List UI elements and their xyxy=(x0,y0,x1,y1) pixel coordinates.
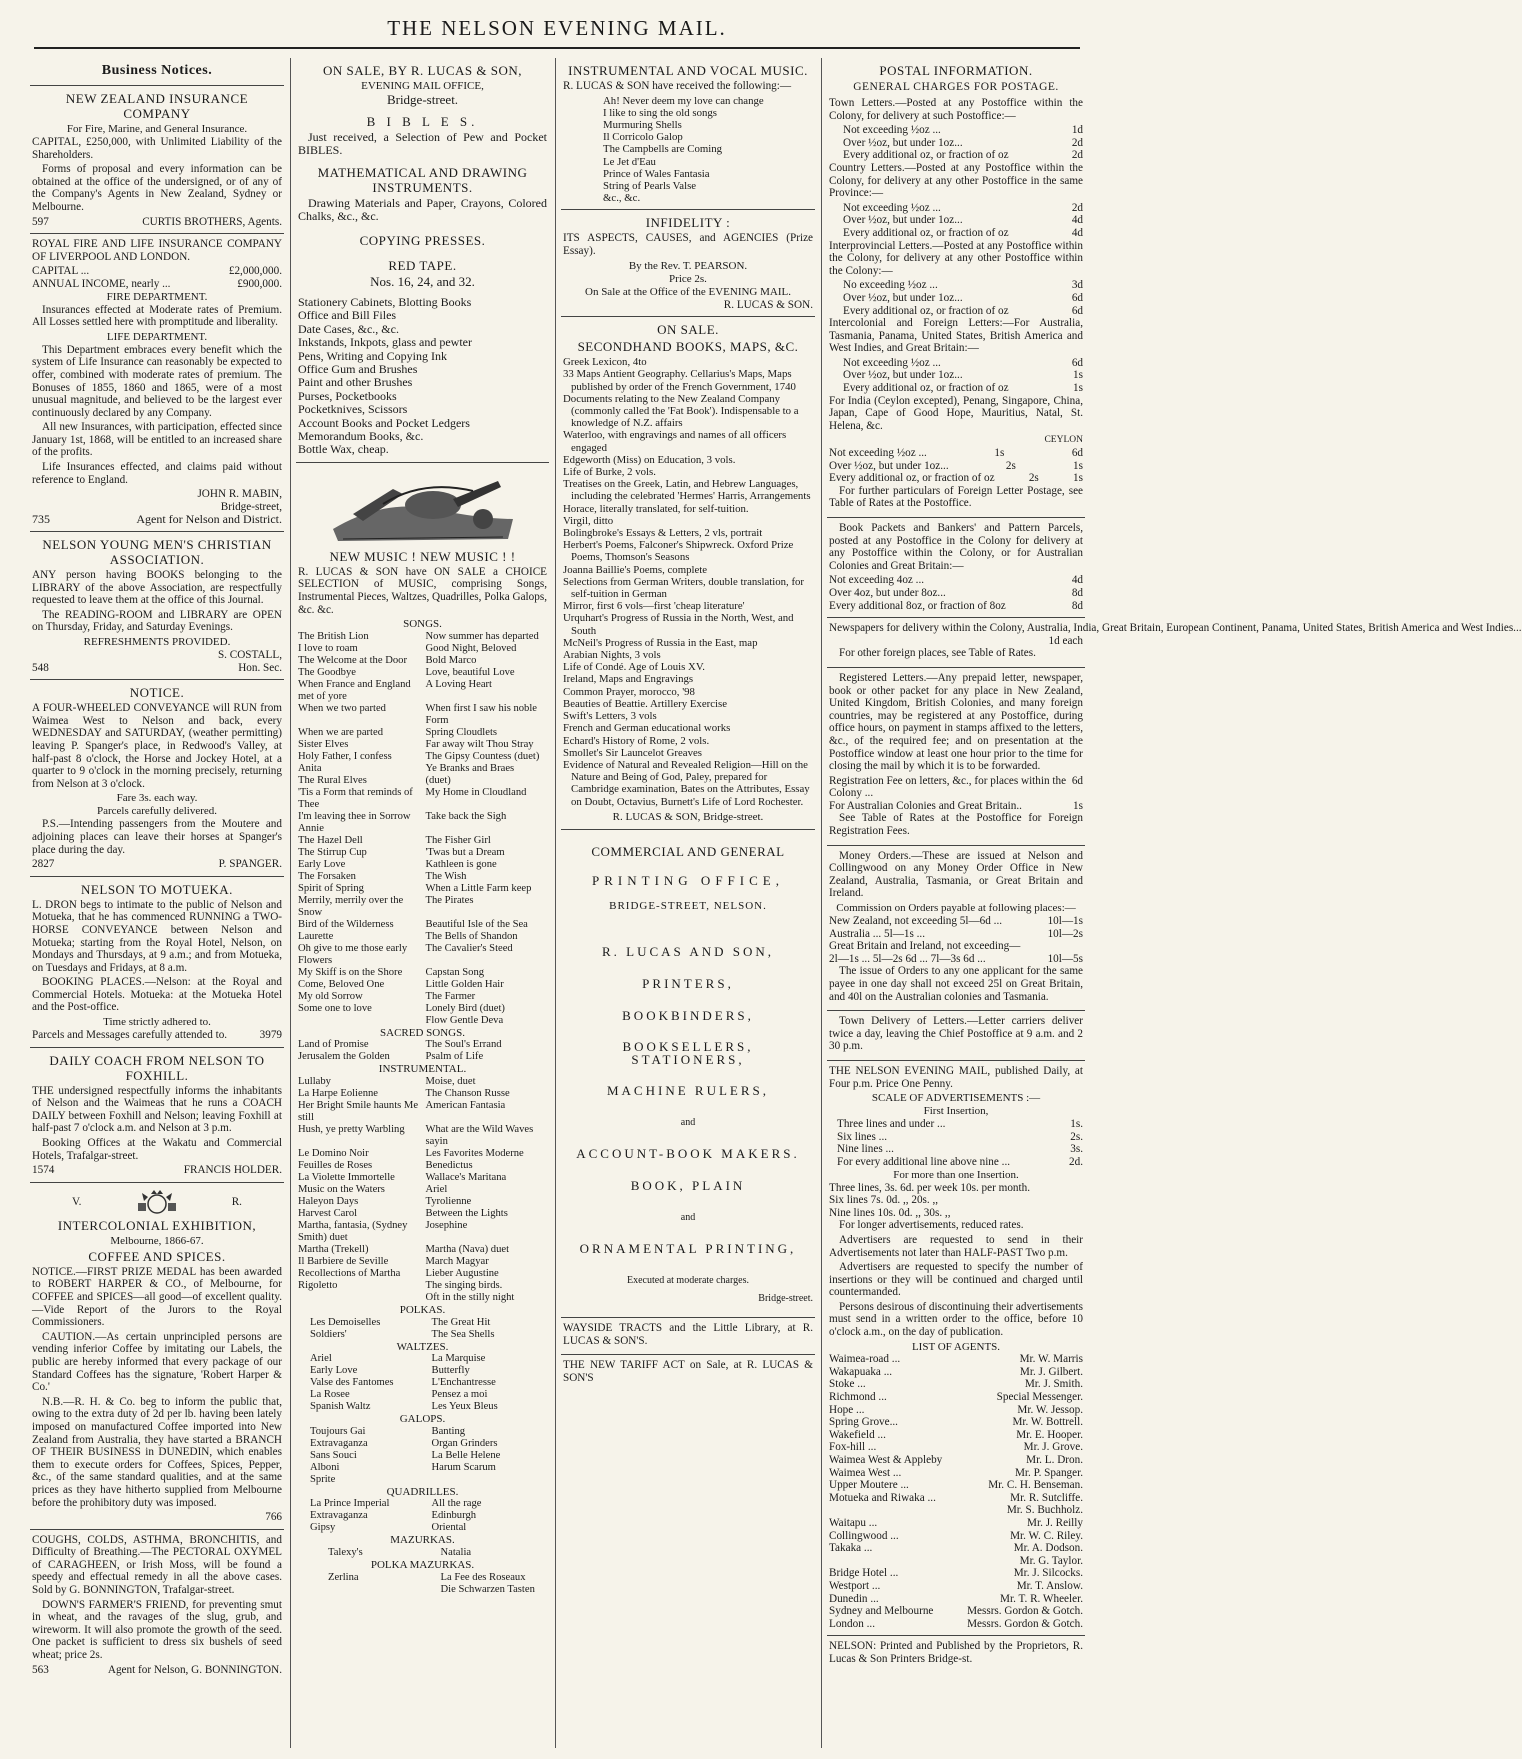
piece-title: Natalia xyxy=(440,1547,472,1558)
printing-office-ad: COMMERCIAL AND GENERAL PRINTING OFFICE, BRIDGE-STREET, NELSON. R. LUCAS AND SON, PRINTERS, BOOKBINDERS, BOOKSELLERS, STATIONERS, MACHINE RULERS, and ACCOUNT-BOOK MAKERS. BOOK, PLAIN and ORNAMENTAL PRINTING, Executed at moderate charges. Bridge-street. xyxy=(561,830,815,1318)
piece-title: L'Enchantresse xyxy=(431,1377,496,1389)
book-item: Virgil, ditto xyxy=(563,514,614,527)
rate-row: 2l—1s ... 5l—2s 6d ... 7l—3s 6d ... 10l—5s xyxy=(829,952,1083,965)
stationery-list: Stationery Cabinets, Blotting Books Office and Bill Files Date Cases, &c., &c. Inkstands, Inkpots, glass and pewter Pens, Writing and Copying Ink Office Gum and Brushes Paint and other Brushes Purses, Pocketbooks Pocketknives, Scissors Account Books and Pocket Ledgers Memorandum Books, &c. Bottle Wax, cheap. xyxy=(298,295,472,457)
song-title xyxy=(298,1015,420,1027)
rate-row: Bridge Hotel ... Mr. J. Silcocks. xyxy=(829,1567,1083,1580)
intercolonial-rates xyxy=(829,357,1083,395)
piece-title: The Chanson Russe xyxy=(425,1088,510,1100)
onsale-lucas-ad: ON SALE, BY R. LUCAS & SON, EVENING MAIL OFFICE, Bridge-street. B I B L E S. Just received, a Selection of Pew and Pocket BIBLES. MATHEMATICAL AND DRAWING INSTRUMENTS. Drawing Materials and Paper, Crayons, Colored Chalks, &c., &c. COPYING PRESSES. RED TAPE. Nos. 16, 24, and 32. Stationery Cabinets, Blotting Books Office and Bill Files Date Cases, &c., &c. Inkstands, Inkpots, glass and pewter Pens, Writing and Copying Ink Office Gum and Brushes Paint and other Brushes Purses, Pocketbooks Pocketknives, Scissors Account Books and Pocket Ledgers Memorandum Books, &c. Bottle Wax, cheap. xyxy=(296,58,549,463)
coach-ad: DAILY COACH FROM NELSON TO FOXHILL. THE undersigned respectfully informs the inhabitants of Nelson and the Waimeas that he runs a COACH DAILY between Foxhill and Nelson; leaving Foxhill at half-past 7 o'clock a.m. and Nelson at 3 p.m. Booking Offices at the Wakatu and Commercial Hotels, Trafalgar-street. 1574 FRANCIS HOLDER. xyxy=(30,1048,284,1183)
piece-title: Organ Grinders xyxy=(431,1437,498,1449)
rate-row: Over ½oz, but under 1oz... 2s 1s xyxy=(829,459,1083,472)
piece-title: Early Love xyxy=(310,1365,358,1377)
song-title: The Bells of Shandon xyxy=(425,930,518,942)
piece-title: Sans Souci xyxy=(310,1449,357,1461)
piece-title: Die Schwarzen Tasten xyxy=(440,1583,535,1595)
song-title: Far away wilt Thou Stray xyxy=(425,738,534,750)
book-item: Documents relating to the New Zealand Company (commonly called the 'Fat Book'). Indispensable to a knowledge of N.Z. affairs xyxy=(563,392,799,430)
ad-heading: POSTAL INFORMATION. xyxy=(879,63,1033,78)
exhibition-ad: V. R. INTERCOLONIAL EXHIBITION, Melbourne, 1866-67. COFFEE AND SPICES. NOTICE.—FIRST PRIZE MEDAL has been awarded to ROBERT HARPER & CO., of Melbourne, for COFFEE and SPICES—all good—of excellent quality.—Vide Report of the Jurors to the Royal Commissioners. CAUTION.—As certain unprincipled persons are vending inferior Coffee by imitating our Labels, the public are hereby informed that every package of our Standard Coffees has the signature, 'Robert Harper & Co.' N.B.—R. H. & Co. beg to inform the public that, owing to the extra duty of 2d per lb. having been lately imposed on manufactured Coffee imported into New Zealand from Australia, they have started a BRANCH OF THEIR BUSINESS in DUNEDIN, which enables them to execute orders for Coffees, Spices, Pepper, &c., of the same standard qualities, and at the same prices as they have hitherto supplied from Melbourne before the prohibitory duty was imposed. 766 xyxy=(30,1183,284,1530)
book-item: French and German educational works xyxy=(563,722,731,735)
piece-title: Benedictus xyxy=(425,1160,473,1172)
motueka-ad: NELSON TO MOTUEKA. L. DRON begs to intimate to the public of Nelson and Motueka, that he has commenced RUNNING a TWO-HORSE CONVEYANCE between Nelson and Motueka; starting from the Royal Hotel, Nelson, on Mondays and Thursdays, at 9 a.m.; and from Motueka, on Tuesdays and Fridays, at 8 a.m. BOOKING PLACES.—Nelson: at the Royal and Commercial Hotels. Motueka: at the Motueka Hotel and the Post-office. Time strictly adhered to. Parcels and Messages carefully attended to. 3979 xyxy=(30,877,284,1048)
song-title: A Loving Heart xyxy=(425,678,492,690)
piece-title: Gipsy xyxy=(310,1522,336,1534)
piece-title: Pensez a moi xyxy=(431,1389,488,1401)
book-item: Urquhart's Progress of Russia in the North, West, and South xyxy=(563,612,794,637)
piece-title: Valse des Fantomes xyxy=(310,1377,394,1389)
rate-row: Over ½oz, but under 1oz... 4d xyxy=(843,214,1083,227)
ad-heading: INTERCOLONIAL EXHIBITION, xyxy=(57,1217,257,1233)
piece-title: The singing birds. xyxy=(425,1280,503,1292)
piece-title: Between the Lights xyxy=(425,1208,508,1220)
piece-title: Les Demoiselles xyxy=(310,1316,381,1328)
piece-title: Wallace's Maritana xyxy=(425,1172,507,1184)
ad-heading: COMMERCIAL AND GENERAL xyxy=(591,843,785,859)
rate-row: Over 4oz, but under 8oz... 8d xyxy=(829,586,1083,599)
rate-row: Every additional oz, or fraction of oz 4d xyxy=(843,226,1083,239)
book-item: Arabian Nights, 3 vols xyxy=(563,649,661,662)
book-item: McNeil's Progress of Russia in the East, map xyxy=(563,636,758,649)
piece-title: Soldiers' xyxy=(310,1328,347,1340)
music-list: Ah! Never deem my love can change I like to sing the old songs Murmuring Shells Il Corricolo Galop The Campbells are Coming Le Jet d'Eau Prince of Wales Fantasia String of Pearls Valse &c., &c. xyxy=(603,94,764,205)
rate-row: New Zealand, not exceeding 5l—6d ... 10l—1s xyxy=(829,915,1083,928)
column-2 xyxy=(296,58,549,1748)
song-title: The Stirrup Cup xyxy=(298,846,367,858)
piece-title: La Rosee xyxy=(310,1389,350,1401)
book-item: Treatises on the Greek, Latin, and Hebrew Languages, including the celebrated 'Hermes' Harris, Arrangements xyxy=(563,478,811,503)
song-title: When we two parted xyxy=(298,702,386,714)
column-4 xyxy=(827,58,1522,1748)
ad-heading: NOTICE. xyxy=(129,685,185,701)
interprovincial-rates xyxy=(829,279,1083,317)
book-item: Life of Burke, 2 vols. xyxy=(563,466,656,479)
waltzes-list xyxy=(298,1353,547,1413)
piece-title: Martha (Trekell) xyxy=(298,1244,369,1256)
rate-row: Every additional oz, or fraction of oz 1s xyxy=(843,382,1083,395)
song-title: My Home in Cloudland xyxy=(425,786,527,798)
book-item: Beauties of Beattie. Artillery Exercise xyxy=(563,697,727,710)
rate-row: Every additional oz, or fraction of oz 2s 1s xyxy=(829,472,1083,485)
piece-title: Harvest Carol xyxy=(298,1208,358,1220)
rate-row: Hope ... Mr. W. Jessop. xyxy=(829,1403,1083,1416)
rate-row: Nine lines ... 3s. xyxy=(837,1143,1083,1156)
piece-title: Lullaby xyxy=(298,1076,331,1088)
rate-row: Fox-hill ... Mr. J. Grove. xyxy=(829,1441,1083,1454)
rate-row: Australia ... 5l—1s ... 10l—2s xyxy=(829,927,1083,940)
book-item: Joanna Baillie's Poems, complete xyxy=(563,563,708,576)
rate-row: Motueka and Riwaka ... Mr. R. Sutcliffe. xyxy=(829,1491,1083,1504)
song-title: The Cavalier's Steed xyxy=(425,942,513,954)
rate-row: Great Britain and Ireland, not exceeding— xyxy=(829,940,1021,953)
rate-row: Westport ... Mr. T. Anslow. xyxy=(829,1579,1083,1592)
piece-title: Martha (Nava) duet xyxy=(425,1244,510,1256)
piece-title: Zerlina xyxy=(328,1571,359,1583)
piece-title: Il Barbiere de Seville xyxy=(298,1256,389,1268)
piece-title: Martha, fantasia, (Sydney Smith) duet xyxy=(298,1220,408,1244)
rate-row: Six lines ... 2s. xyxy=(837,1130,1083,1143)
piece-title: Edinburgh xyxy=(431,1510,477,1522)
wayside-tracts-ad: WAYSIDE TRACTS and the Little Library, at R. LUCAS & SON'S. xyxy=(561,1318,815,1355)
song-title: Ye Branks and Braes xyxy=(425,762,515,774)
book-item: Selections from German Writers, double translation, for self-tuition in German xyxy=(563,575,805,601)
royal-insurance-ad: ROYAL FIRE AND LIFE INSURANCE COMPANY OF LIVERPOOL AND LONDON. CAPITAL ... £2,000,000. ANNUAL INCOME, nearly ... £900,000. FIRE DEPARTMENT. Insurances effected at Moderate rates of Premium. All Losses settled here with promptitude and liberality. LIFE DEPARTMENT. This Department embraces every benefit which the system of Life Insurance can reasonably be expected to offer, combined with moderate rates of premium. The Bonuses of 1855, 1860 and 1865, were of a most unusual magnitude, and believed to be the largest ever continuously declared by any Company. All new Insurances, with participation, effected since January 1st, 1868, will be entitled to an increased share of the profits. Life Insurances effected, and claims paid without reference to England. JOHN R. MABIN, Bridge-street, 735 Agent for Nelson and District. xyxy=(30,234,284,532)
piece-title: The Great Hit xyxy=(431,1316,491,1328)
rate-row: Sydney and Melbourne Messrs. Gordon & Gotch. xyxy=(829,1605,1083,1618)
column-divider xyxy=(821,58,822,1748)
piece-title xyxy=(328,1584,435,1596)
song-title: Land of Promise xyxy=(298,1039,369,1051)
piece-title: Feuilles de Roses xyxy=(298,1160,373,1172)
song-title: Lonely Bird (duet) xyxy=(425,1002,505,1014)
song-title: Beautiful Isle of the Sea xyxy=(425,918,528,930)
book-item: Mirror, first 6 vols—first 'cheap literature' xyxy=(563,600,745,613)
book-item: Herbert's Poems, Falconer's Shipwreck. Oxford Prize Poems, Thomson's Seasons xyxy=(563,539,794,564)
piece-title: Extravaganza xyxy=(310,1510,368,1522)
piece-title: Butterfly xyxy=(431,1365,470,1377)
song-title: When we are parted xyxy=(298,726,383,738)
piece-title: Le Domino Noir xyxy=(298,1148,369,1160)
piece-title: All the rage xyxy=(431,1498,482,1510)
ad-heading: NEW ZEALAND INSURANCE COMPANY xyxy=(65,91,249,121)
piece-title: Extravaganza xyxy=(310,1437,368,1449)
ad-heading: INSTRUMENTAL AND VOCAL MUSIC. xyxy=(568,63,808,78)
song-title: Now summer has departed xyxy=(425,630,539,642)
rate-row: Over ½oz, but under 1oz... 2d xyxy=(843,136,1083,149)
town-delivery: Town Delivery of Letters.—Letter carriers deliver twice a day, leaving the Chief Postoffice at 9 a.m. and 2 30 p.m. xyxy=(827,1011,1085,1061)
song-title: When France and England met of yore xyxy=(298,678,411,702)
registered-letters: Registered Letters.—Any prepaid letter, newspaper, book or other packet for any place in New Zealand, United Kingdom, British Colonies, and many foreign countries, may be registered at any Postoffice, during office hours, on payment in stamps affixed to the letters, &c., of the required fee; and on presentation at the Postoffice window at least one hour prior to the time for closing the mail by which it is to be forwarded. Registration Fee on letters, &c., for places within the Colony ... 6d For Australian Colonies and Great Britain.. 1s See Table of Rates at the Postoffice for Foreign Registration Fees. xyxy=(827,668,1085,846)
rate-row: London ... Messrs. Gordon & Gotch. xyxy=(829,1617,1083,1630)
rate-row: Every additional oz, or fraction of oz 6d xyxy=(843,304,1083,317)
piece-title: Spanish Waltz xyxy=(310,1401,371,1413)
rate-row: Upper Moutere ... Mr. C. H. Benseman. xyxy=(829,1479,1083,1492)
commission-rates xyxy=(829,915,1083,965)
postal-information: POSTAL INFORMATION. GENERAL CHARGES FOR POSTAGE. Town Letters.—Posted at any Postoffice within the Colony, for delivery at such Postoffice:— Not exceeding ½oz ... 1d Over ½oz, but under 1oz... 2d Every additional oz, or fraction of oz 2d Country Letters.—Posted at any Postoffice within the Colony, for delivery at any other Postoffice in the same Province:— Not exceeding ½oz ... 2d Over ½oz, but under 1oz... 4d Every additional oz, or fraction of oz 4d Interprovincial Letters.—Posted at any Postoffice within the Colony, for delivery at any other Postoffice within the Colony:— No exceeding ½oz ... 3d Over ½oz, but under 1oz... 6d Every additional oz, or fraction of oz 6d Intercolonial and Foreign Letters:—For Australia, Tasmania, Panama, United States, British America and West Indies, and Great Britain:— Not exceeding ½oz ... 6d Over ½oz, but under 1oz... 1s Every additional oz, or fraction of oz 1s For India (Ceylon excepted), Penang, Singapore, China, Japan, Cape of Good Hope, Mauritius, Natal, St. Helena, &c. CEYLON Not exceeding ½oz ... 1s 6d Over ½oz, but under 1oz... 2s 1s Every additional oz, or fraction of oz 2s 1s For further particulars of Foreign Letter Postage, see Table of Rates at the Postoffice. xyxy=(827,58,1085,518)
piece-title: Haleyon Days xyxy=(298,1196,359,1208)
piece-title: Les Favorites Moderne xyxy=(425,1148,524,1160)
piece-title: Hush, ye pretty Warbling xyxy=(298,1124,405,1136)
rate-row: Mr. S. Buchholz. xyxy=(1006,1504,1083,1517)
song-title: The British Lion xyxy=(298,630,369,642)
song-title: The Hazel Dell xyxy=(298,834,363,846)
piece-title xyxy=(432,1474,548,1486)
rate-row: Wakefield ... Mr. E. Hooper. xyxy=(829,1428,1083,1441)
ad-heading: NELSON TO MOTUEKA. xyxy=(81,881,233,897)
piece-title: Rigoletto xyxy=(298,1280,338,1292)
piece-title: Tyrolienne xyxy=(425,1196,472,1208)
galops-list xyxy=(298,1426,547,1486)
song-title: The Forsaken xyxy=(298,870,356,882)
column-divider xyxy=(555,58,556,1748)
song-title: Some one to love xyxy=(298,1002,372,1014)
piece-title: La Belle Helene xyxy=(431,1449,501,1461)
mazurkas-list xyxy=(298,1547,547,1559)
song-title: Holy Father, I confess xyxy=(298,750,392,762)
rate-row: Not exceeding ½oz ... 6d xyxy=(843,356,1083,369)
rate-row: For every additional line above nine ... 2d. xyxy=(837,1155,1083,1168)
rate-row: Not exceeding ½oz ... 1s 6d xyxy=(829,447,1083,460)
rate-row: Waimea West ... Mr. P. Spanger. xyxy=(829,1466,1083,1479)
song-title: The Pirates xyxy=(425,894,474,906)
rate-row: Not exceeding ½oz ... 2d xyxy=(843,201,1083,214)
rate-row: Every additional 8oz, or fraction of 8oz 8d xyxy=(829,599,1083,612)
piece-title: Toujours Gai xyxy=(310,1425,366,1437)
ad-heading: INFIDELITY : xyxy=(645,215,731,231)
rate-row: Spring Grove... Mr. W. Bottrell. xyxy=(829,1416,1083,1429)
column-3 xyxy=(561,58,815,1748)
rate-row: Over ½oz, but under 1oz... 6d xyxy=(843,291,1083,304)
piece-title: The Sea Shells xyxy=(431,1328,495,1340)
ad-heading: NELSON YOUNG MEN'S CHRISTIAN ASSOCIATION. xyxy=(42,537,272,568)
polka-mazurkas-list xyxy=(298,1572,547,1596)
newspapers: Newspapers for delivery within the Colony, Australia, India, Great Britain, European Continent, Panama, United States, British America and West Indies... 1d each For other foreign places, see Table of Rates. xyxy=(827,618,1085,668)
piece-title: Harum Scarum xyxy=(431,1461,496,1473)
column-1 xyxy=(30,58,284,1748)
agents-list xyxy=(829,1353,1083,1630)
song-title: The Goodbye xyxy=(298,666,356,678)
piece-title: Talexy's xyxy=(328,1547,363,1558)
rate-row: Waimea-road ... Mr. W. Marris xyxy=(829,1353,1083,1366)
music-ad: NEW MUSIC ! NEW MUSIC ! ! R. LUCAS & SON have ON SALE a CHOICE SELECTION of MUSIC, comprising Songs, Instrumental Pieces, Waltzes, Quadrilles, Polka Galops, &c. &c. SONGS. The British Lion Now summer has departed I love to roam Good Night, Beloved The Welcome at the Door Bold Marco The Goodbye Love, beautiful Love When France and England met of yore A Loving Heart When we two parted When first I saw his noble Form When we are parted Spring Cloudlets Sister Elves Far away wilt Thou Stray Holy Father, I confess The Gipsy Countess (duet) Anita Ye Branks and Braes The Rural Elves (duet) 'Tis a Form that reminds of Thee My Home in Cloudland I'm leaving thee in Sorrow Annie Take back the Sigh The Hazel Dell The Fisher Girl The Stirrup Cup 'Twas but a Dream Early Love Kathleen is gone The Forsaken The Wish Spirit of Spring When a Little Farm keep Merrily, merrily over the Snow The Pirates Bird of the Wilderness Beautiful Isle of the Sea Laurette The Bells of Shandon Oh give to me those early Flowers The Cavalier's Steed My Skiff is on the Shore Capstan Song Come, Beloved One Little Golden Hair My old Sorrow The Farmer Some one to love Lonely Bird (duet) Flow Gentle Deva SACRED SONGS. Land of Promise The Soul's Errand Jerusalem the Golden Psalm of Life INSTRUMENTAL. Lullaby Moise, duet La Harpe Eolienne The Chanson Russe Her Bright Smile haunts Me still American Fantasia Hush, ye pretty Warbling What are the Wild Waves sayin Le Domino Noir Les Favorites Moderne Feuilles de Roses Benedictus La Violette Immortelle Wallace's Maritana Music on the Waters Ariel Haleyon Days Tyrolienne Harvest Carol Between the Lights Martha, fantasia, (Sydney Smith) duet Josephine Martha (Trekell) Martha (Nava) duet Il Barbiere de Seville March Magyar Recollections of Martha Lieber Augustine Rigoletto The singing birds. Oft in the stilly night POLKAS. Les Demoiselles The Great Hit Soldiers' The Sea Shells WALTZES. Ariel La Marquise Early Love Butterfly Valse des Fantomes L'Enchantresse La Rosee Pensez a moi Spanish Waltz Les Yeux Bleus GALOPS. Toujours Gai Banting Extravaganza Organ Grinders Sans Souci La Belle Helene Alboni Harum Scarum Sprite QUADRILLES. La Prince Imperial All the rage Extravaganza Edinburgh Gipsy Oriental MAZURKAS. Talexy's Natalia POLKA MAZURKAS. Zerlina La Fee des Roseaux Die Schwarzen Tasten xyxy=(296,463,549,1601)
piece-title: Ariel xyxy=(425,1184,448,1196)
piece-title xyxy=(298,1292,420,1304)
imprint: NELSON: Printed and Published by the Proprietors, R. Lucas & Son Printers Bridge-st. xyxy=(829,1640,1083,1665)
piece-title: Lieber Augustine xyxy=(425,1268,499,1280)
song-title: When a Little Farm keep xyxy=(425,882,532,894)
book-item: Ireland, Maps and Engravings xyxy=(563,673,694,686)
book-item: Common Prayer, morocco, '98 xyxy=(563,685,695,698)
town-rates xyxy=(829,124,1083,162)
piece-title: Music on the Waters xyxy=(298,1184,385,1196)
song-title: The Welcome at the Door xyxy=(298,654,407,666)
column-divider xyxy=(290,58,291,1748)
instrumental-vocal-ad: INSTRUMENTAL AND VOCAL MUSIC. R. LUCAS & SON have received the following:— Ah! Never deem my love can change I like to sing the old songs Murmuring Shells Il Corricolo Galop The Campbells are Coming Le Jet d'Eau Prince of Wales Fantasia String of Pearls Valse &c., &c. xyxy=(561,58,815,210)
rate-row: Mr. G. Taylor. xyxy=(1019,1554,1083,1567)
song-title: Take back the Sigh xyxy=(425,810,507,822)
rate-row: Richmond ... Special Messenger. xyxy=(829,1391,1083,1404)
song-title: Anita xyxy=(298,762,322,774)
rate-row: Not exceeding 4oz ... 4d xyxy=(829,574,1083,587)
song-title: Early Love xyxy=(298,858,346,870)
rate-row: Stoke ... Mr. J. Smith. xyxy=(829,1378,1083,1391)
rate-row: Waimea West & Appleby Mr. L. Dron. xyxy=(829,1454,1083,1466)
piece-title: Alboni xyxy=(310,1461,340,1473)
song-title: Bird of the Wilderness xyxy=(298,918,394,930)
song-title: My old Sorrow xyxy=(298,990,363,1002)
ad-heading: DAILY COACH FROM NELSON TO FOXHILL. xyxy=(49,1052,265,1083)
song-title: I'm leaving thee in Sorrow Annie xyxy=(298,810,411,834)
book-item: Waterloo, with engravings and names of all officers engaged xyxy=(563,429,787,454)
song-title: 'Tis a Form that reminds of Thee xyxy=(298,786,413,810)
book-item: 33 Maps Antient Geography. Cellarius's Maps, Maps published by order of the French Government, 1740 xyxy=(563,368,796,393)
song-title: Love, beautiful Love xyxy=(425,666,515,678)
india-rates xyxy=(829,447,1083,485)
rate-row: Every additional oz, or fraction of oz 2d xyxy=(843,149,1083,162)
rate-row: Not exceeding ½oz ... 1d xyxy=(843,124,1083,137)
masthead-rule xyxy=(34,47,1080,49)
piece-title: Sprite xyxy=(310,1473,336,1485)
infidelity-ad: INFIDELITY : ITS ASPECTS, CAUSES, and AGENCIES (Prize Essay). By the Rev. T. PEARSON. Price 2s. On Sale at the Office of the EVENING MAIL. R. LUCAS & SON. xyxy=(561,210,815,317)
rate-row: Takaka ... Mr. A. Dodson. xyxy=(829,1542,1083,1555)
song-title: The Wish xyxy=(425,870,467,882)
song-title: Bold Marco xyxy=(425,654,477,666)
polkas-list xyxy=(298,1317,547,1341)
song-title: My Skiff is on the Shore xyxy=(298,966,403,978)
book-item: Greek Lexicon, 4to xyxy=(563,356,647,369)
printing-services: R. LUCAS AND SON, PRINTERS, BOOKBINDERS, BOOKSELLERS, STATIONERS, MACHINE RULERS, and ACCOUNT-BOOK MAKERS. BOOK, PLAIN and ORNAMENTAL PRINTING, Executed at moderate charges. Bridge-street. xyxy=(576,944,813,1305)
music-instruments-icon xyxy=(323,469,523,547)
book-item: Bolingbroke's Essays & Letters, 2 vls, portrait xyxy=(563,527,763,540)
book-item: Edgeworth (Miss) on Education, 3 vols. xyxy=(563,453,736,466)
quadrilles-list xyxy=(298,1498,547,1534)
book-item: Evidence of Natural and Revealed Religion—Hill on the Nature and Being of God, Paley, prepared for Cambridge examination, Bates on the Attributes, Essay on Doubt, Octavius, Burnett's Life of Lord Rochester. xyxy=(563,758,810,808)
song-title: Sister Elves xyxy=(298,738,349,750)
piece-title: Moise, duet xyxy=(425,1076,476,1088)
song-title: Good Night, Beloved xyxy=(425,642,517,654)
song-title: Little Golden Hair xyxy=(425,978,504,990)
song-title: Come, Beloved One xyxy=(298,978,385,990)
piece-title: Josephine xyxy=(425,1220,468,1232)
section-title: Business Notices. xyxy=(101,63,213,78)
song-title: Jerusalem the Golden xyxy=(298,1051,390,1063)
first-insertion-rates xyxy=(829,1118,1083,1168)
royal-crest-icon xyxy=(134,1189,180,1215)
song-title: Spring Cloudlets xyxy=(425,726,498,738)
rate-row: No exceeding ½oz ... 3d xyxy=(843,279,1083,292)
piece-title: March Magyar xyxy=(425,1256,489,1268)
song-title: Merrily, merrily over the Snow xyxy=(298,894,404,918)
song-title: Psalm of Life xyxy=(425,1051,484,1063)
book-packets: Book Packets and Bankers' and Pattern Parcels, posted at any Postoffice in the Colony for delivery at any Postoffice within the Colony, or for Australian Colonies and Great Britain:— Not exceeding 4oz ... 4d Over 4oz, but under 8oz... 8d Every additional 8oz, or fraction of 8oz 8d xyxy=(827,518,1085,618)
songs-list xyxy=(298,631,547,1027)
piece-title: Oft in the stilly night xyxy=(425,1292,515,1304)
secondhand-books-ad: ON SALE. SECONDHAND BOOKS, MAPS, &C. Greek Lexicon, 4to 33 Maps Antient Geography. Cellarius's Maps, Maps published by order of the French Government, 1740 Documents relating to the New Zealand Company (commonly called the 'Fat Book'). Indispensable to a knowledge of N.Z. affairs Waterloo, with engravings and names of all officers engaged Edgeworth (Miss) on Education, 3 vols. Life of Burke, 2 vols. Treatises on the Greek, Latin, and Hebrew Languages, including the celebrated 'Hermes' Harris, Arrangements Horace, literally translated, for self-tuition. Virgil, ditto Bolingbroke's Essays & Letters, 2 vls, portrait Herbert's Poems, Falconer's Shipwreck. Oxford Prize Poems, Thomson's Seasons Joanna Baillie's Poems, complete Selections from German Writers, double translation, for self-tuition in German Mirror, first 6 vols—first 'cheap literature' Urquhart's Progress of Russia in the North, West, and South McNeil's Progress of Russia in the East, map Arabian Nights, 3 vols Life of Condé. Age of Louis XV. Ireland, Maps and Engravings Common Prayer, morocco, '98 Beauties of Beattie. Artillery Exercise Swift's Letters, 3 vols French and German educational works Echard's History of Rome, 2 vols. Smollet's Sir Launcelot Greaves Evidence of Natural and Revealed Religion—Hill on the Nature and Being of God, Paley, prepared for Cambridge examination, Bates on the Attributes, Essay on Doubt, Octavius, Burnett's Life of Lord Rochester. R. LUCAS & SON, Bridge-street. xyxy=(561,317,815,830)
piece-title: La Fee des Roseaux xyxy=(440,1571,526,1583)
book-item: Swift's Letters, 3 vols xyxy=(563,710,657,723)
instrumental-list xyxy=(298,1076,547,1304)
piece-title: Ariel xyxy=(310,1353,332,1365)
newspaper-title: THE NELSON EVENING MAIL. xyxy=(387,16,727,40)
rate-row: Dunedin ... Mr. T. R. Wheeler. xyxy=(829,1592,1083,1605)
song-title: (duet) xyxy=(425,774,451,786)
song-title: When first I saw his noble Form xyxy=(425,702,538,726)
ad-heading: ON SALE, BY R. LUCAS & SON, xyxy=(322,63,522,78)
ad-heading: ON SALE. xyxy=(657,322,719,338)
song-title: Flow Gentle Deva xyxy=(425,1014,504,1026)
piece-title: Her Bright Smile haunts Me still xyxy=(298,1100,419,1124)
book-rates xyxy=(829,574,1083,612)
piece-title: Oriental xyxy=(431,1522,467,1534)
song-title: The Soul's Errand xyxy=(425,1039,502,1051)
song-title: I love to roam xyxy=(298,642,358,654)
song-title: 'Twas but a Dream xyxy=(425,846,505,858)
tariff-ad: THE NEW TARIFF ACT on Sale, at R. LUCAS & SON'S xyxy=(563,1359,813,1384)
book-item: Echard's History of Rome, 2 vols. xyxy=(563,734,710,747)
piece-title: La Marquise xyxy=(431,1353,486,1365)
piece-title: Recollections of Martha xyxy=(298,1268,401,1280)
rate-row: Wakapuaka ... Mr. J. Gilbert. xyxy=(829,1365,1083,1378)
country-rates xyxy=(829,202,1083,240)
rate-row: Over ½oz, but under 1oz... 1s xyxy=(843,369,1083,382)
books-list xyxy=(563,356,813,808)
piece-title: La Prince Imperial xyxy=(310,1498,390,1510)
piece-title: Banting xyxy=(431,1425,466,1437)
ad-heading: ROYAL FIRE AND LIFE INSURANCE COMPANY OF LIVERPOOL AND LONDON. xyxy=(32,238,282,263)
money-orders: Money Orders.—These are issued at Nelson and Collingwood on any Money Order Office in New Zealand, Australia, Tasmania, or Great Britain and Ireland. Commission on Orders payable at following places:— New Zealand, not exceeding 5l—6d ... 10l—1s Australia ... 5l—1s ... 10l—2s Great Britain and Ireland, not exceeding— 2l—1s ... 5l—2s 6d ... 7l—3s 6d ... 10l—5s The issue of Orders to any one applicant for the same payee in one day shall not exceed 25l on Great Britain, and 40l on the Australian colonies and Tasmania. xyxy=(827,846,1085,1012)
ymca-ad: NELSON YOUNG MEN'S CHRISTIAN ASSOCIATION. ANY person having BOOKS belonging to the LIBRARY of the above Association, are respectfully requested to leave them at the office of this Journal. The READING-ROOM and LIBRARY are OPEN on Thursday, Friday, and Saturday Evenings. REFRESHMENTS PROVIDED. S. COSTALL, 548 Hon. Sec. xyxy=(30,532,284,680)
book-item: Life of Condé. Age of Louis XV. xyxy=(563,661,705,674)
mail-advertising-rates: THE NELSON EVENING MAIL, published Daily, at Four p.m. Price One Penny. SCALE OF ADVERTISEMENTS :— First Insertion, Three lines and under ... 1s. Six lines ... 2s. Nine lines ... 3s. For every additional line above nine ... 2d. For more than one Insertion. Three lines, 3s. 6d. per week 10s. per month. Six lines 7s. 0d. ,, 20s. ,, Nine lines 10s. 0d. ,, 30s. ,, For longer advertisements, reduced rates. Advertisers are requested to send in their Advertisements not later than HALF-PAST Two p.m. Advertisers are requested to specify the number of insertions or they will be continued and charged until countermanded. Persons desirous of discontinuing their advertisements must send in a written order to the office, before 10 o'clock a.m., on the day of publication. LIST OF AGENTS. Waimea-road ... Mr. W. Marris Wakapuaka ... Mr. J. Gilbert. Stoke ... Mr. J. Smith. Richmond ... Special Messenger. Hope ... Mr. W. Jessop. Spring Grove... Mr. W. Bottrell. Wakefield ... Mr. E. Hooper. Fox-hill ... Mr. J. Grove. Waimea West & Appleby Mr. L. Dron. Waimea West ... Mr. P. Spanger. Upper Moutere ... Mr. C. H. Benseman. Motueka and Riwaka ... Mr. R. Sutcliffe. Mr. S. Buchholz. Waitapu ... Mr. J. Reilly Collingwood ... Mr. W. C. Riley. Takaka ... Mr. A. Dodson. Mr. G. Taylor. Bridge Hotel ... Mr. J. Silcocks. Westport ... Mr. T. Anslow. Dunedin ... Mr. T. R. Wheeler. Sydney and Melbourne Messrs. Gordon & Gotch. London ... Messrs. Gordon & Gotch. xyxy=(827,1061,1085,1636)
piece-title: Les Yeux Bleus xyxy=(431,1401,498,1413)
rate-row: Collingwood ... Mr. W. C. Riley. xyxy=(829,1529,1083,1542)
song-title: The Gipsy Countess (duet) xyxy=(425,750,540,762)
piece-title: La Violette Immortelle xyxy=(298,1172,395,1184)
book-item: Horace, literally translated, for self-tuition. xyxy=(563,502,749,515)
rate-row: Waitapu ... Mr. J. Reilly xyxy=(829,1516,1083,1529)
rate-row: Three lines and under ... 1s. xyxy=(837,1118,1083,1131)
book-item: Smollet's Sir Launcelot Greaves xyxy=(563,746,702,759)
song-title: Spirit of Spring xyxy=(298,882,364,894)
masthead xyxy=(0,0,1114,44)
song-title: Kathleen is gone xyxy=(425,858,497,870)
sacred-songs-list xyxy=(298,1039,547,1063)
piece-title: What are the Wild Waves sayin xyxy=(425,1124,534,1148)
song-title: The Farmer xyxy=(425,990,476,1002)
song-title: Laurette xyxy=(298,930,334,942)
song-title: The Rural Elves xyxy=(298,774,367,786)
piece-title: La Harpe Eolienne xyxy=(298,1088,379,1100)
piece-title: American Fantasia xyxy=(425,1100,506,1112)
song-title: The Fisher Girl xyxy=(425,834,491,846)
coughs-ad: COUGHS, COLDS, ASTHMA, BRONCHITIS, and Difficulty of Breathing.—The PECTORAL OXYMEL of CARAGHEEN, or Irish Moss, will be found a speedy and effectual remedy in all the above cases. Sold by G. BONNINGTON, Trafalgar-street. DOWN'S FARMER'S FRIEND, for preventing smut in wheat, and the ravages of the slug, grub, and wireworm. It will also promote the growth of the seed. One packet is sufficient to dress six bushels of seed wheat; price 2s. 563 Agent for Nelson, G. BONNINGTON. xyxy=(32,1533,282,1676)
notice-ad: NOTICE. A FOUR-WHEELED CONVEYANCE will RUN from Waimea West to Nelson and back, every WEDNESDAY and SATURDAY, (weather permitting) leaving P. Spanger's place, in Redwood's Valley, at half-past 8 o'clock, the Horse and Jockey Hotel, at a quarter to 9 o'clock in the morning precisely, returning from Nelson at 3 o'clock. Fare 3s. each way. Parcels carefully delivered. P.S.—Intending passengers from the Moutere and adjoining places can leave their horses at Spanger's place during the day. 2827 P. SPANGER. xyxy=(30,680,284,877)
nz-insurance-ad: NEW ZEALAND INSURANCE COMPANY For Fire, Marine, and General Insurance. CAPITAL, £250,000, with Unlimited Liability of the Shareholders. Forms of proposal and every information can be obtained at the office of the undersigned, or of any of the Company's Agents in New Zealand, Sydney or Melbourne. 597 CURTIS BROTHERS, Agents. xyxy=(30,86,284,234)
ad-heading: NEW MUSIC ! NEW MUSIC ! ! xyxy=(329,548,516,564)
song-title: Oh give to me those early Flowers xyxy=(298,942,408,966)
song-title: Capstan Song xyxy=(425,966,485,978)
